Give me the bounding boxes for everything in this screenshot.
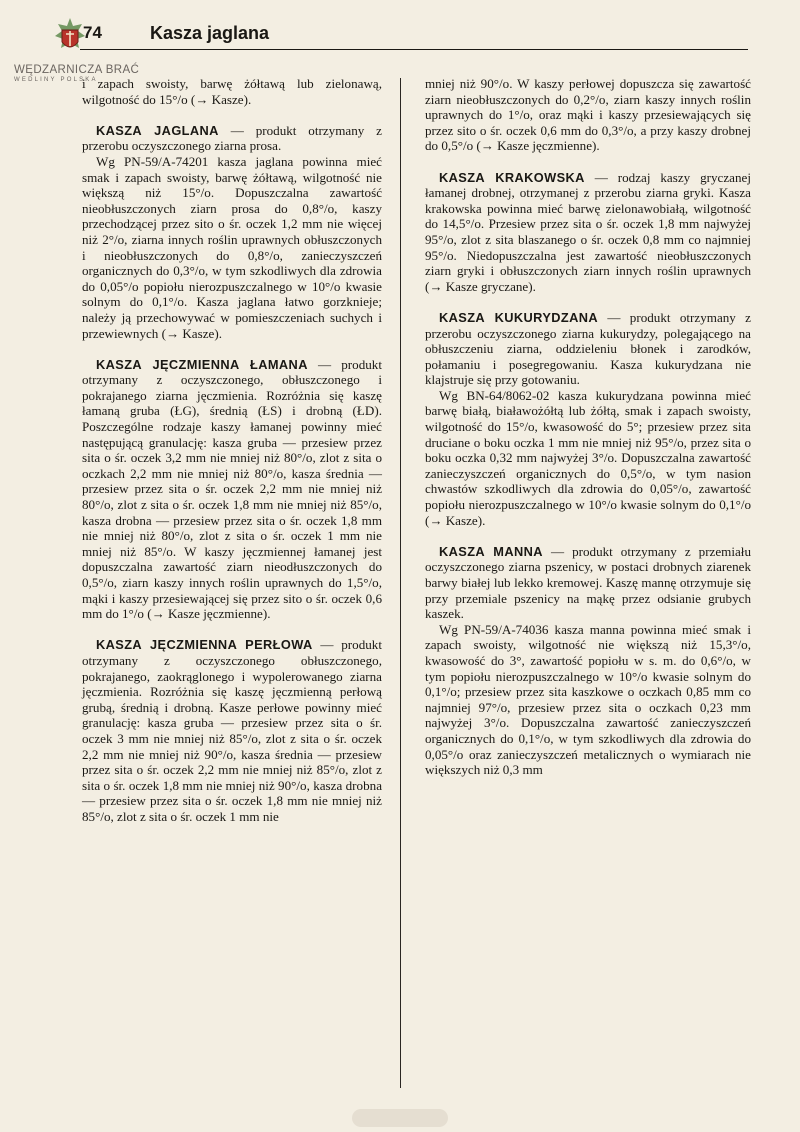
entry-gap <box>425 528 751 544</box>
entry-kasza-jaglana <box>82 123 382 341</box>
left-continuation: i zapach swoisty, barwę żółtawą lub zielonawą, wilgotność do 15°/o (→ Kasze). <box>82 76 382 107</box>
entry-headword: KASZA JĘCZMIENNA PERŁOWA <box>96 637 313 653</box>
entry-lead: — produkt otrzymany z przemiału oczyszczonego ziarna pszenicy, w postaci drobnych ziarenek barwy białej lub lekko kremowej. Kaszę mannę otrzymuje się przy przemiale pszenicy na mąkę przez odsianie grubych kaszek. <box>425 543 751 622</box>
entry-paragraph: Wg BN-64/8062-02 kasza kukurydzana powinna mieć barwę białą, białawożółtą lub żółtą, smak i zapach swoisty, wilgotność do 15°/o, kwasowość do 5°; przesiew przez sita druciane o boku oczka 1 mm nie mniej niż 95°/o, przez sita o boku oczka 0,32 mm najwyżej 3°/o. Dopuszczalna zawartość zanieczyszczeń organicznych do 0,5°/o, w tym nasion chwastów szkodliwych dla zdrowia do 0,05°/o, zawartość popiołu nierozpuszczalnego w 10°/o kwasie solnym do 0,1°/o (→ Kasze). <box>425 387 751 528</box>
entry-lead: — produkt otrzymany z oczyszczonego obłuszczonego, pokrajanego, zaokrąglonego i wypolerowanego ziarna jęczmienia. Rozróżnia się kaszę jęczmienną perłową grubą, średnią i drobną. Kasze perłowe powinny mieć granulację: kasza gruba — przesiew przez sita o śr. oczek 3 mm nie mniej niż 85°/o, zlot z sita o śr. oczek 2,2 mm nie mniej niż 90°/o, kasza średnia — przesiew przez sita o śr. oczek 2,2 mm nie mniej niż 85°/o, zlot z sita o śr. oczek 1,8 mm nie mniej niż 90°/o, kasza drobna — przesiew przez sita o śr. oczek 1,8 mm nie mniej niż 85°/o, zlot z sita o śr. oczek 1 mm nie <box>82 637 382 824</box>
entry-gap <box>82 107 382 123</box>
entry-lead: — produkt otrzymany z przerobu oczyszczonego ziarna kukurydzy, polegającego na obłuszczeniu ziarna, oddzieleniu błonek i zarodków, połamaniu i posegregowaniu. Kasza kukurydzana nie klajstruje się przy gotowaniu. <box>425 309 751 388</box>
entry-paragraph: Wg PN-59/A-74036 kasza manna powinna mieć smak i zapach swoisty, wilgotność nie większą niż 15,3°/o, kwasowość do 3°, zawartość popiołu w s. m. do 0,6°/o, w tym popiołu nierozpuszczalnego w 10°/o kwasie solnym do 0,1°/o; przesiew przez sita kaszkowe o oczkach 0,85 mm co najmniej 97°/o, przesiew przez sita o oczkach 0,23 mm najwyżej 3°/o. Dopuszczalna zawartość zanieczyszczeń organicznych do 0,1°/o, w tym szkodliwych dla zdrowia do 0,05°/o oraz zanieczyszczeń metalicznych o wymiarach nie większych niż 0,3 mm <box>425 621 751 778</box>
entry-headword: KASZA MANNA <box>439 543 543 559</box>
running-title: Kasza jaglana <box>150 23 270 43</box>
entry-body <box>82 637 382 824</box>
watermark-subtitle: WEDLINY POLSKA <box>14 77 98 83</box>
entry-gap <box>82 622 382 638</box>
entry-headword: KASZA JAGLANA <box>96 122 219 138</box>
entry-lead: — rodzaj kaszy gryczanej łamanej drobnej, otrzymanej z przerobu ziarna gryki. Kasza krakowska powinna mieć barwę zielonawobiałą, wilgotność do 14,5°/o. Przesiew przez sita o śr. oczek 1,8 mm najwyżej 95°/o, zlot z sita blaszanego o śr. oczek 0,8 mm co najmniej 95°/o. Niedopuszczalna jest zawartość nieobłuszczonych ziarn gryki i obłuszczonych ziarn innych roślin uprawnych (→ Kasze gryczane). <box>425 169 751 294</box>
entry-headword: KASZA KUKURYDZANA <box>439 309 599 325</box>
entry-lead: — produkt otrzymany z przerobu oczyszczonego ziarna prosa. <box>82 122 382 154</box>
binding-hole <box>352 1109 448 1127</box>
entry-headword: KASZA KRAKOWSKA <box>439 169 585 185</box>
entry-body <box>82 123 382 154</box>
left-column <box>82 76 382 825</box>
entry-headword: KASZA JĘCZMIENNA ŁAMANA <box>96 356 308 372</box>
entry-gap <box>82 341 382 357</box>
entry-kasza-krakowska <box>425 170 751 295</box>
entry-kasza-jeczmienna-perlowa <box>82 637 382 824</box>
header-rule <box>80 49 748 50</box>
page-number: 74 <box>83 23 102 42</box>
entry-kasza-kukurydzana <box>425 310 751 528</box>
entry-gap <box>425 154 751 170</box>
column-divider <box>400 78 401 1088</box>
entry-body <box>425 544 751 622</box>
watermark-name: WĘDZARNICZA BRAĆ <box>14 64 140 76</box>
right-column <box>425 76 751 778</box>
entry-lead: — produkt otrzymany z oczyszczonego, obłuszczonego i pokrajanego ziarna jęczmienia. Rozróżnia się kaszę łamaną gruba (ŁG), średnią (ŁS) i drobną (ŁD). Poszczególne rodzaje kaszy łamanej powinny mieć następującą granulację: kasza gruba — przesiew przez sita o śr. oczek 3,2 mm nie mniej niż 80°/o, zlot z sita o oczkach 2,2 mm nie mniej niż 80°/o, kasza średnia — przesiew przez sita o śr. oczek 2,2 mm nie mniej niż 80°/o, zlot z sita o śr. oczek 1,8 mm nie mniej niż 85°/o, kasza drobna — przesiew przez sita o śr. oczek 1,8 mm nie mniej niż 80°/o, zlot z sita o śr. oczek 1 mm nie mniej niż 85°/o. W kaszy jęczmiennej łamanej jest dopuszczalna zawartość ziarn nieodłuszczonych do 0,5°/o, ziarn kaszy innych roślin uprawnych do 1,5°/o, mąki i kaszy przesiewającej się przez sito o śr. oczek 0,6 mm do 1°/o (→ Kasze jęczmienne). <box>82 356 382 622</box>
entry-kasza-manna <box>425 544 751 778</box>
entry-paragraph: Wg PN-59/A-74201 kasza jaglana powinna mieć smak i zapach swoisty, barwę żółtawą, wilgotność nie większą niż 15°/o. Dopuszczalna zawartość nieobłuszczonych ziarn prosa do 0,8°/o, kaszy przechodzącej przez sito o śr. oczek 1,2 mm nie więcej niż 2°/o, ziarna innych roślin uprawnych obłuszczonych i nieobłuszczonych do 0,8°/o, zanieczyszczeń organicznych do 0,3°/o, w tym szkodliwych dla zdrowia do 0,05°/o popiołu nierozpuszczalnego w 10°/o kwasie solnym do 0,1°/o. Kasza jaglana łatwo gorzknieje; należy ją przechowywać w pomieszczeniach suchych i przewiewnych (→ Kasze). <box>82 153 382 341</box>
entry-kasza-jeczmienna-lamana <box>82 357 382 622</box>
entry-gap <box>425 294 751 310</box>
right-continuation: mniej niż 90°/o. W kaszy perłowej dopuszcza się zawartość ziarn nieobłuszczonych do 0,2°/o, ziarn kaszy innych roślin uprawnych do 1°/o, oraz mąki i kaszy przesiewających się przez sito o śr. oczek 0,6 mm do 0,3°/o, a przy kaszy drobnej do 0,5°/o (→ Kasze jęczmienne). <box>425 76 751 154</box>
entry-body <box>425 170 751 295</box>
entry-body <box>425 310 751 388</box>
entry-body <box>82 357 382 622</box>
